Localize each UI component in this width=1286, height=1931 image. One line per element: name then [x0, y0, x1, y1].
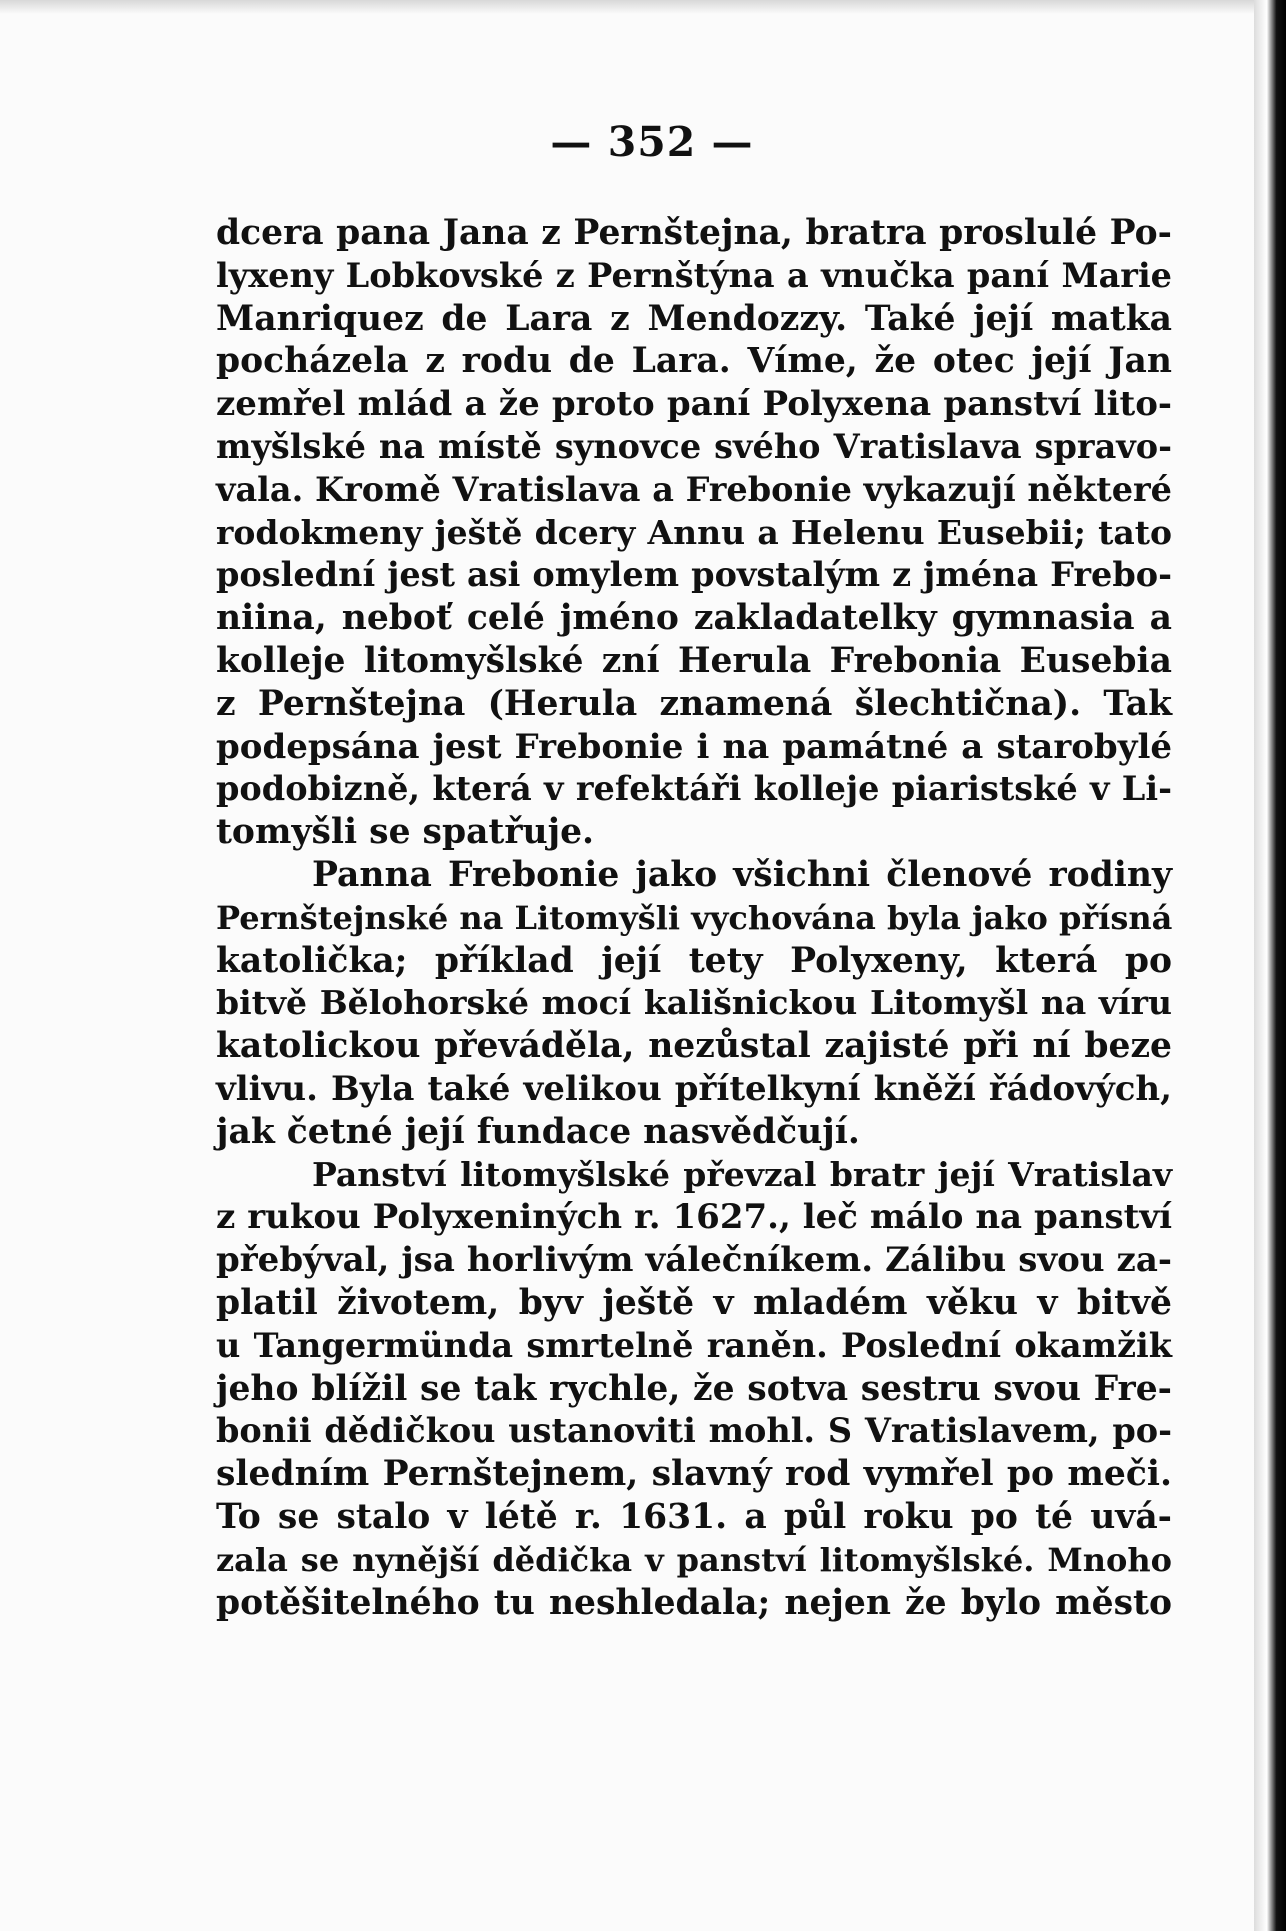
- top-shadow: [0, 0, 1254, 14]
- text-line: podepsána jest Frebonie i na památné a starobylé: [216, 726, 1172, 767]
- text-line: bitvě Bělohorské mocí kališnickou Litomyšl na víru: [216, 983, 1172, 1023]
- text-line: Panna Frebonie jako všichni členové rodiny: [312, 854, 1172, 895]
- text-line: z Pernštejna (Herula znamená šlechtična). Tak: [216, 683, 1172, 724]
- text-line: myšlské na místě synovce svého Vratislava spravo-: [216, 426, 1172, 466]
- text-line: zemřel mlád a že proto paní Polyxena panství lito-: [216, 384, 1172, 425]
- text-line: lyxeny Lobkovské z Pernštýna a vnučka paní Marie: [216, 255, 1172, 295]
- text-line: Manriquez de Lara z Mendozzy. Také její matka: [216, 298, 1172, 339]
- text-line: zala se nynější dědička v panství litomyšlské. Mnoho: [216, 1540, 1172, 1579]
- text-line: kolleje litomyšlské zní Herula Frebonia Eusebia: [216, 640, 1172, 681]
- text-line: bonii dědičkou ustanoviti mohl. S Vratislavem, po-: [216, 1411, 1172, 1451]
- text-line: vlivu. Byla také velikou přítelkyní kněží řádových,: [216, 1068, 1172, 1109]
- text-line: podobizně, která v refektáři kolleje piaristské v Li-: [216, 769, 1172, 809]
- text-line: pocházela z rodu de Lara. Víme, že otec její Jan: [216, 341, 1172, 382]
- text-line: katolička; příklad její tety Polyxeny, která po: [216, 940, 1172, 981]
- text-line: To se stalo v létě r. 1631. a půl roku po té uvá-: [216, 1496, 1172, 1537]
- text-line: platil životem, byv ještě v mladém věku v bitvě: [216, 1282, 1172, 1323]
- text-line: tomyšli se spatřuje.: [216, 812, 595, 853]
- text-line: sledním Pernštejnem, slavný rod vymřel po meči.: [216, 1454, 1172, 1495]
- page-number: — 352 —: [550, 118, 754, 166]
- body-text: [216, 212, 1172, 1624]
- text-line: poslední jest asi omylem povstalým z jména Frebo-: [216, 555, 1172, 595]
- text-line: niina, neboť celé jméno zakladatelky gymnasia a: [216, 598, 1172, 639]
- text-line: katolickou převáděla, nezůstal zajisté při ní beze: [216, 1026, 1172, 1067]
- page-edge: [1254, 0, 1286, 1931]
- text-line: z rukou Polyxeniných r. 1627., leč málo na panství: [216, 1197, 1172, 1238]
- text-line: přebýval, jsa horlivým válečníkem. Zálibu svou za-: [216, 1240, 1172, 1281]
- text-line: Pernštejnské na Litomyšli vychována byla jako přísná: [216, 898, 1173, 937]
- text-line: potěšitelného tu neshledala; nejen že bylo město: [216, 1582, 1172, 1623]
- text-line: vala. Kromě Vratislava a Frebonie vykazují některé: [216, 469, 1172, 509]
- text-line: u Tangermünda smrtelně raněn. Poslední okamžik: [216, 1325, 1172, 1365]
- text-line: dcera pana Jana z Pernštejna, bratra proslulé Po-: [216, 213, 1172, 253]
- text-line: jak četné její fundace nasvědčují.: [216, 1111, 860, 1152]
- text-line: rodokmeny ještě dcery Annu a Helenu Eusebii; tato: [216, 512, 1172, 552]
- text-line: Panství litomyšlské převzal bratr její Vratislav: [312, 1154, 1172, 1194]
- text-line: jeho blížil se tak rychle, že sotva sestru svou Fre-: [216, 1368, 1172, 1409]
